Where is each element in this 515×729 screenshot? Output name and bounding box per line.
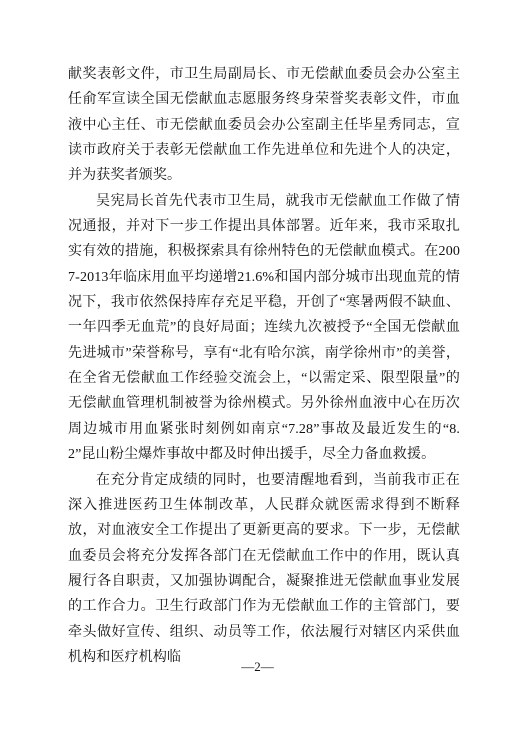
- paragraph-1: 献奖表彰文件，市卫生局副局长、市无偿献血委员会办公室主任俞军宣读全国无偿献血志愿服务终身荣誉奖表彰文件，市血液中心主任、市无偿献血委员会办公室副主任毕星秀同志，宣读市政府关于表彰无偿献血工作先进单位和先进个人的决定，并为获奖者颁奖。: [68, 67, 460, 184]
- paragraph-3: 在充分肯定成绩的同时，也要清醒地看到，当前我市正在深入推进医药卫生体制改革，人民群众就医需求得到不断释放，对血液安全工作提出了更新更高的要求。下一步，无偿献血委员会将充分发挥各部门在无偿献血工作中的作用，既认真履行各自职责，又加强协调配合，凝聚推进无偿献血事业发展的工作合力。卫生行政部门作为无偿献血工作的主管部门，要牵头做好宣传、组织、动员等工作，依法履行对辖区内采供血机构和医疗机构临: [68, 472, 460, 665]
- page-number: —2—: [241, 659, 274, 674]
- body-text: [68, 62, 460, 670]
- paragraph-2: 吴宪局长首先代表市卫生局，就我市无偿献血工作做了情况通报，并对下一步工作提出具体部署。近年来，我市采取扎实有效的措施，积极探索具有徐州特色的无偿献血模式。在2007-2013年临床用血平均递增21.6%和国内部分城市出现血荒的情况下，我市依然保持库存充足平稳，开创了“寒暑两假不缺血、一年四季无血荒”的良好局面；连续九次被授予“全国无偿献血先进城市”荣誉称号，享有“北有哈尔滨，南学徐州市”的美誉，在全省无偿献血工作经验交流会上，“以需定采、限型限量”的无偿献血管理机制被誉为徐州模式。另外徐州血液中心在历次周边城市用血紧张时刻例如南京“7.28”事故及最近发生的“8.2”昆山粉尘爆炸事故中都及时伸出援手，尽全力备血救援。: [68, 193, 460, 463]
